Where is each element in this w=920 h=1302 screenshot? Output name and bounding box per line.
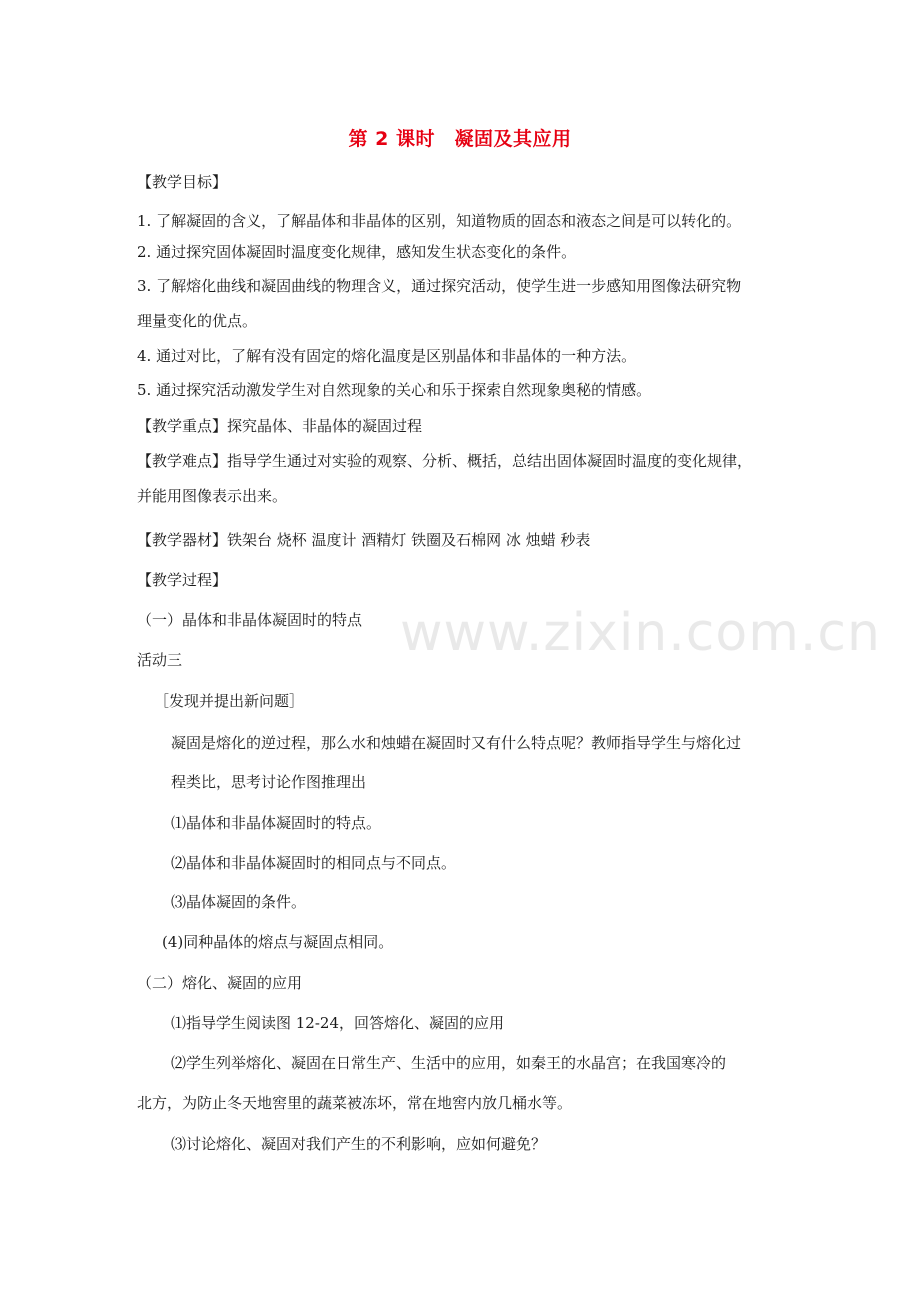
list-item-4: (4)同种晶体的熔点与凝固点相同。 [162, 933, 394, 951]
list-item-2: ⑵晶体和非晶体凝固时的相同点与不同点。 [171, 854, 457, 872]
objective-item-2: 2. 通过探究固体凝固时温度变化规律，感知发生状态变化的条件。 [137, 243, 577, 261]
objective-item-4: 4. 通过对比，了解有没有固定的熔化温度是区别晶体和非晶体的一种方法。 [137, 347, 637, 365]
subsection-heading-1: （一）晶体和非晶体凝固时的特点 [137, 611, 363, 629]
teaching-equipment: 【教学器材】铁架台 烧杯 温度计 酒精灯 铁圈及石棉网 冰 烛蜡 秒表 [137, 531, 591, 549]
section-heading-process: 【教学过程】 [137, 571, 228, 589]
objective-item-1: 1. 了解凝固的含义，了解晶体和非晶体的区别，知道物质的固态和液态之间是可以转化的。 [137, 212, 742, 230]
watermark: www.zixin.com.cn [400, 603, 881, 663]
lesson-title: 第 2 课时 凝固及其应用 [348, 128, 572, 150]
activity-label: 活动三 [137, 651, 183, 669]
teaching-difficulty-cont: 并能用图像表示出来。 [137, 487, 288, 505]
list-item-3: ⑶晶体凝固的条件。 [171, 893, 307, 911]
teaching-key-point: 【教学重点】探究晶体、非晶体的凝固过程 [137, 417, 423, 435]
subsection-heading-2: （二）熔化、凝固的应用 [137, 974, 303, 992]
objective-item-5: 5. 通过探究活动激发学生对自然现象的关心和乐于探索自然现象奥秘的情感。 [137, 381, 652, 399]
teaching-difficulty: 【教学难点】指导学生通过对实验的观察、分析、概括，总结出固体凝固时温度的变化规律， [137, 452, 753, 470]
application-item-1: ⑴指导学生阅读图 12-24，回答熔化、凝固的应用 [171, 1014, 505, 1032]
list-item-1: ⑴晶体和非晶体凝固时的特点。 [171, 814, 382, 832]
application-item-3: ⑶讨论熔化、凝固对我们产生的不利影响，应如何避免？ [171, 1135, 547, 1153]
objective-item-3-cont: 理量变化的优点。 [137, 312, 258, 330]
application-item-2-cont: 北方，为防止冬天地窖里的蔬菜被冻坏，常在地窖内放几桶水等。 [137, 1094, 573, 1112]
discover-question-label: ［发现并提出新问题］ [154, 692, 305, 710]
paragraph-solidification-intro-cont: 程类比，思考讨论作图推理出 [171, 773, 367, 791]
paragraph-solidification-intro: 凝固是熔化的逆过程，那么水和烛蜡在凝固时又有什么特点呢？教师指导学生与熔化过 [171, 734, 742, 752]
application-item-2: ⑵学生列举熔化、凝固在日常生产、生活中的应用，如秦王的水晶宫；在我国寒冷的 [171, 1054, 727, 1072]
objective-item-3: 3. 了解熔化曲线和凝固曲线的物理含义，通过探究活动，使学生进一步感知用图像法研究物 [137, 277, 742, 295]
section-heading-objectives: 【教学目标】 [137, 173, 228, 191]
